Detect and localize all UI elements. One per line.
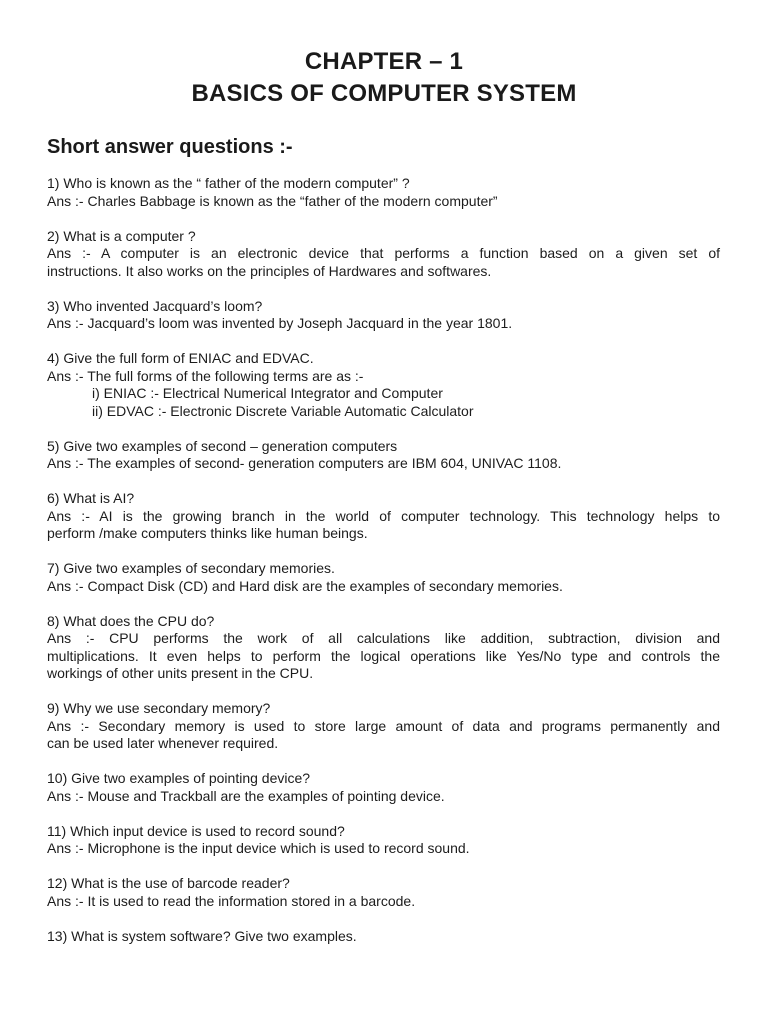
question-text: 13) What is system software? Give two examples. [47,927,357,944]
qa-item [47,928,720,946]
answer-text: workings of other units present in the CPU. [47,665,314,681]
answer-text: Ans :- Compact Disk (CD) and Hard disk are the examples of secondary memories. [47,577,563,594]
chapter-title: BASICS OF COMPUTER SYSTEM [191,80,577,107]
answer-text: Ans :- Mouse and Trackball are the examples of pointing device. [47,787,445,804]
question-text: 11) Which input device is used to record sound? [47,822,345,839]
qa-item [47,770,720,805]
section-heading: Short answer questions :- [47,136,293,158]
answer-text: Ans :- A computer is an electronic device that performs a function based on a given set of [47,245,720,261]
chapter-number: CHAPTER – 1 [304,48,464,75]
answer-text: Ans :- Jacquard’s loom was invented by Joseph Jacquard in the year 1801. [47,315,513,331]
qa-item [47,490,720,543]
question-text: 6) What is AI? [47,490,135,506]
qa-item [47,438,720,473]
question-answer-list [47,175,720,963]
qa-item [47,875,720,910]
question-text: 2) What is a computer ? [47,227,196,244]
answer-text: can be used later whenever required. [47,735,279,751]
question-text: 5) Give two examples of second – generation computers [47,437,398,454]
question-text: 4) Give the full form of ENIAC and EDVAC. [47,350,314,366]
qa-item [47,298,720,333]
question-text: 7) Give two examples of secondary memories. [47,560,335,576]
answer-sub-item: ii) EDVAC :- Electronic Discrete Variable Automatic Calculator [92,402,474,419]
question-text: 3) Who invented Jacquard’s loom? [47,297,263,314]
question-text: 8) What does the CPU do? [47,612,215,629]
qa-item [47,175,720,210]
answer-text: multiplications. It even helps to perform the logical operations like Yes/No type and controls the [47,647,720,664]
answer-text: Ans :- It is used to read the information stored in a barcode. [47,892,416,909]
chapter-header [0,46,768,110]
question-text: 10) Give two examples of pointing device? [47,770,311,786]
answer-text: Ans :- Microphone is the input device which is used to record sound. [47,840,470,856]
qa-item [47,350,720,420]
qa-item [47,228,720,281]
answer-text: instructions. It also works on the principles of Hardwares and softwares. [47,262,492,279]
question-text: 9) Why we use secondary memory? [47,700,271,716]
answer-text: Ans :- Charles Babbage is known as the “father of the modern computer” [47,192,498,209]
question-text: 12) What is the use of barcode reader? [47,875,290,891]
qa-item [47,823,720,858]
answer-text: Ans :- CPU performs the work of all calculations like addition, subtraction, division and [47,630,720,646]
answer-sub-item: i) ENIAC :- Electrical Numerical Integrator and Computer [92,385,443,401]
answer-text: Ans :- The examples of second- generation computers are IBM 604, UNIVAC 1108. [47,455,562,471]
qa-item [47,700,720,753]
answer-text: perform /make computers thinks like human beings. [47,525,368,541]
qa-item [47,613,720,683]
qa-item [47,560,720,595]
question-text: 1) Who is known as the “ father of the modern computer” ? [47,175,410,191]
answer-text: Ans :- AI is the growing branch in the world of computer technology. This technology helps to [47,507,720,524]
answer-text: Ans :- Secondary memory is used to store large amount of data and programs permanently and [47,717,720,734]
answer-text: Ans :- The full forms of the following terms are as :- [47,367,364,384]
